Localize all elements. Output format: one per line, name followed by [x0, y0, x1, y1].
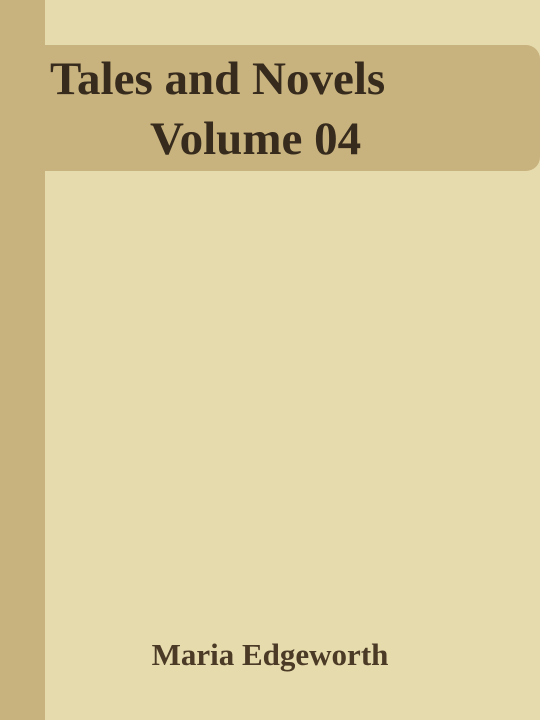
cover-spine	[0, 0, 45, 720]
book-title-line-1: Tales and Novels	[50, 53, 386, 105]
book-title-line-2: Volume 04	[150, 113, 362, 165]
author-name: Maria Edgeworth	[151, 637, 389, 672]
